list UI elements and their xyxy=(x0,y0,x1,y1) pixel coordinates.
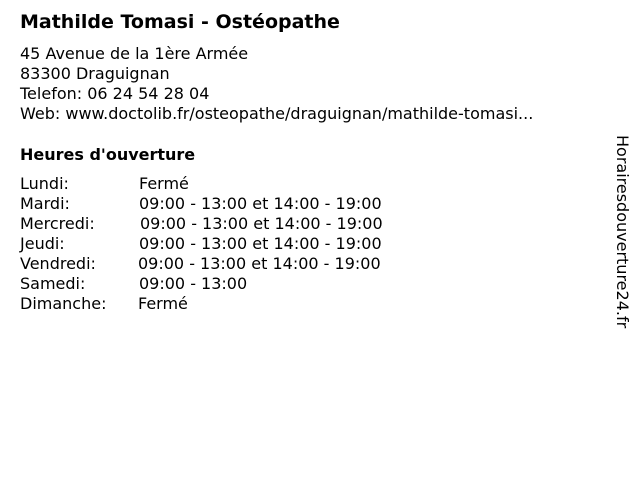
day-hours: Fermé xyxy=(138,294,188,313)
day-label: Mardi: xyxy=(20,194,70,213)
business-info xyxy=(20,44,533,124)
day-label: Lundi: xyxy=(20,174,69,193)
day-label: Samedi: xyxy=(20,274,86,293)
phone-number: Telefon: 06 24 54 28 04 xyxy=(20,84,210,103)
day-hours: 09:00 - 13:00 et 14:00 - 19:00 xyxy=(138,254,381,273)
day-hours: Fermé xyxy=(139,174,189,193)
day-label: Mercredi: xyxy=(20,214,95,233)
day-hours: 09:00 - 13:00 et 14:00 - 19:00 xyxy=(139,234,382,253)
day-hours: 09:00 - 13:00 xyxy=(139,274,248,293)
address-line1: 45 Avenue de la 1ère Armée xyxy=(20,44,249,63)
address-line2: 83300 Draguignan xyxy=(20,64,170,83)
watermark-text: Horairesdouverture24.fr xyxy=(613,135,632,329)
website-link[interactable]: Web: www.doctolib.fr/osteopathe/draguignan/mathilde-tomasi... xyxy=(20,104,534,123)
opening-hours-heading: Heures d'ouverture xyxy=(20,145,196,164)
day-hours: 09:00 - 13:00 et 14:00 - 19:00 xyxy=(140,214,383,233)
day-hours: 09:00 - 13:00 et 14:00 - 19:00 xyxy=(139,194,382,213)
site-watermark xyxy=(612,135,632,375)
day-label: Vendredi: xyxy=(20,254,96,273)
business-title: Mathilde Tomasi - Ostéopathe xyxy=(20,11,340,33)
day-label: Dimanche: xyxy=(20,294,107,313)
day-label: Jeudi: xyxy=(20,234,65,253)
